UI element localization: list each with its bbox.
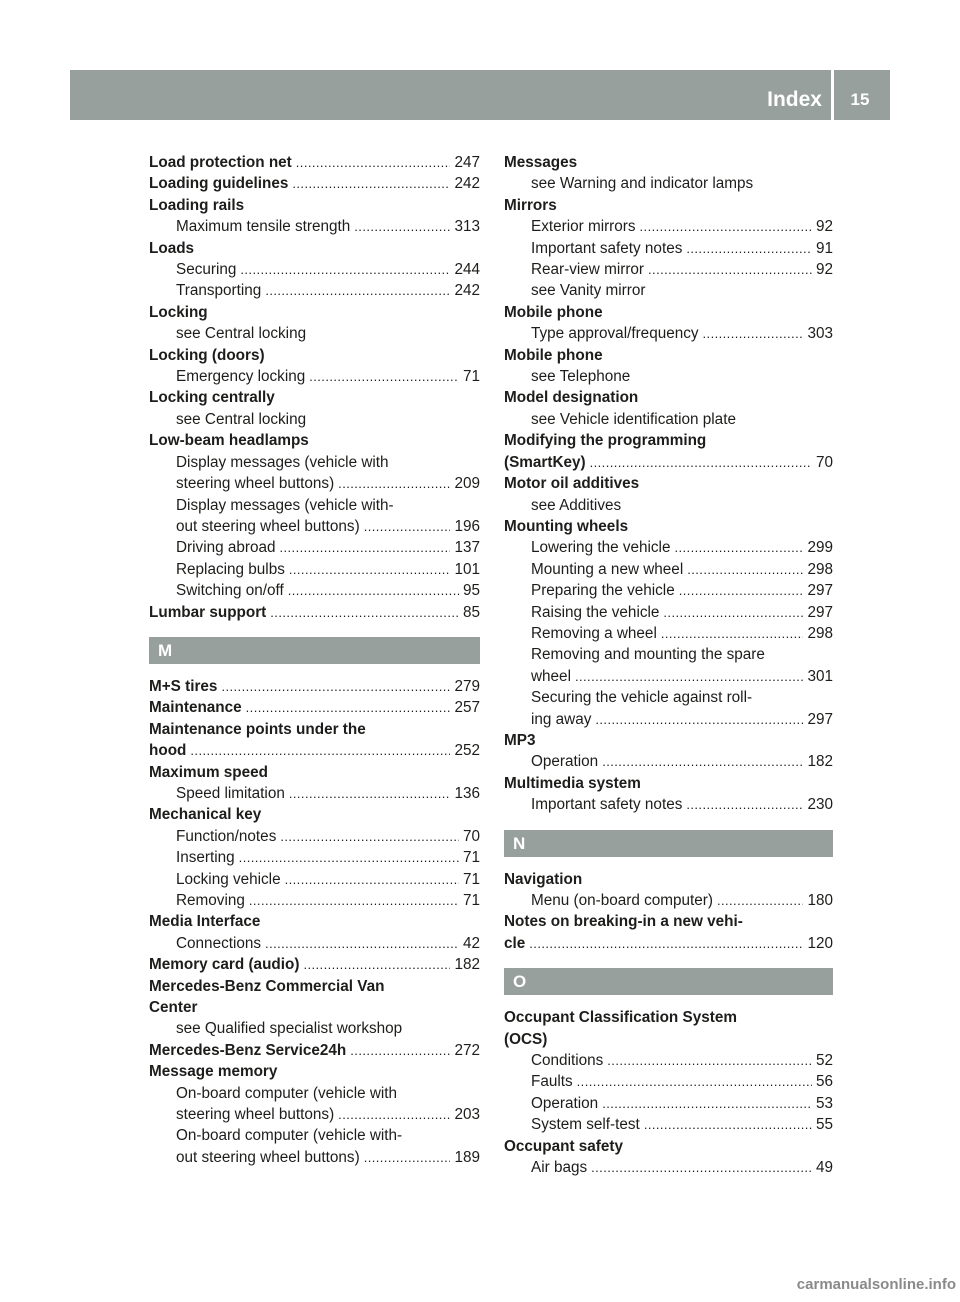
- index-heading: Message memory: [149, 1063, 278, 1081]
- index-subentry: [149, 216, 480, 237]
- dot-leader: [661, 623, 804, 644]
- page-reference: 299: [807, 539, 833, 557]
- dot-leader: [265, 933, 459, 954]
- page-reference: 49: [815, 1159, 833, 1177]
- dot-leader: [591, 1157, 812, 1178]
- index-heading: Low-beam headlamps: [149, 432, 309, 450]
- index-subentry: [504, 890, 833, 911]
- index-heading: Occupant safety: [504, 1137, 624, 1155]
- page-reference: 279: [454, 677, 480, 695]
- index-subentry: [149, 933, 480, 954]
- index-heading: MP3: [504, 731, 536, 749]
- index-heading: Mercedes-Benz Commercial Van: [149, 977, 385, 995]
- page-reference: 301: [807, 667, 833, 685]
- entry-text: Securing: [176, 261, 237, 279]
- dot-leader: [575, 666, 804, 687]
- dot-leader: [289, 783, 451, 804]
- entry-text: Locking vehicle: [176, 870, 281, 888]
- page-reference: 189: [454, 1148, 480, 1166]
- page-reference: 136: [454, 784, 480, 802]
- index-subentry: [504, 1093, 833, 1114]
- index-subentry: [504, 1157, 833, 1178]
- entry-text: Air bags: [531, 1159, 588, 1177]
- dot-leader: [364, 1147, 451, 1168]
- dot-leader: [354, 216, 450, 237]
- index-subentry: [149, 1147, 480, 1168]
- page-reference: 209: [454, 475, 480, 493]
- index-heading: Maximum speed: [149, 763, 269, 781]
- index-subentry: Display messages (vehicle with: [176, 453, 389, 471]
- page-reference: 137: [454, 539, 480, 557]
- index-heading: [149, 152, 480, 173]
- entry-text: cle: [504, 934, 526, 952]
- index-heading: Notes on breaking-in a new vehi-: [504, 913, 743, 931]
- page-reference: 92: [815, 261, 833, 279]
- entry-text: Removing: [176, 892, 245, 909]
- index-subentry: [149, 259, 480, 280]
- entry-text: Transporting: [176, 282, 262, 300]
- index-heading: [149, 602, 480, 623]
- index-subentry: see Additives: [531, 496, 622, 514]
- index-heading: Model designation: [504, 389, 639, 407]
- index-subentry: [504, 259, 833, 280]
- index-subentry: see Central locking: [176, 325, 307, 343]
- entry-text: out steering wheel buttons): [176, 1148, 360, 1166]
- index-subentry: [504, 559, 833, 580]
- index-subentry: see Warning and indicator lamps: [531, 175, 754, 193]
- page-reference: 42: [462, 934, 480, 952]
- entry-text: (SmartKey): [504, 453, 586, 471]
- page-reference: 297: [807, 603, 833, 621]
- entry-text: Raising the vehicle: [531, 603, 660, 621]
- dot-leader: [687, 559, 803, 580]
- page-reference: 56: [815, 1073, 833, 1091]
- page-reference: 247: [454, 154, 480, 171]
- entry-text: hood: [149, 742, 187, 760]
- page-number: 15: [850, 90, 870, 109]
- index-subentry: [504, 751, 833, 772]
- section-header: M: [149, 637, 480, 664]
- index-heading: Mobile phone: [504, 346, 603, 364]
- index-heading: Locking: [149, 303, 208, 321]
- page-reference: 101: [454, 560, 480, 578]
- page-reference: 272: [454, 1041, 480, 1059]
- entry-text: Operation: [531, 753, 599, 771]
- page-reference: 70: [815, 453, 833, 471]
- page-reference: 257: [454, 699, 480, 717]
- index-heading: Mounting wheels: [504, 517, 629, 535]
- entry-text: Function/notes: [176, 827, 277, 845]
- dot-leader: [249, 890, 459, 911]
- index-column-left: [149, 152, 480, 1168]
- dot-leader: [686, 794, 803, 815]
- index-heading: Mirrors: [504, 196, 557, 214]
- page-reference: 297: [807, 710, 833, 728]
- index-heading: (OCS): [504, 1030, 548, 1048]
- dot-leader: [246, 697, 451, 718]
- index-subentry: Securing the vehicle against roll-: [531, 689, 753, 707]
- entry-text: steering wheel buttons): [176, 475, 335, 493]
- entry-text: Important safety notes: [531, 796, 683, 814]
- entry-text: Conditions: [531, 1052, 604, 1070]
- index-subentry: [149, 559, 480, 580]
- index-heading: Media Interface: [149, 913, 261, 931]
- page-reference: 53: [815, 1094, 833, 1112]
- dot-leader: [679, 580, 804, 601]
- index-heading: Loading rails: [149, 196, 245, 214]
- dot-leader: [703, 323, 804, 344]
- index-subentry: [149, 783, 480, 804]
- dot-leader: [270, 602, 459, 623]
- index-subentry: [504, 666, 833, 687]
- page-reference: 120: [807, 934, 833, 952]
- index-heading: Navigation: [504, 870, 583, 888]
- page-reference: 95: [462, 582, 480, 600]
- page-reference: 242: [454, 175, 480, 193]
- dot-leader: [607, 1050, 812, 1071]
- entry-text: Mounting a new wheel: [531, 560, 684, 578]
- entry-text: Rear-view mirror: [531, 261, 645, 279]
- dot-leader: [240, 259, 450, 280]
- index-heading: Locking (doors): [149, 346, 265, 364]
- entry-text: System self-test: [531, 1116, 640, 1134]
- index-subentry: [504, 238, 833, 259]
- index-heading: Center: [149, 999, 198, 1017]
- dot-leader: [288, 580, 459, 601]
- page-reference: 180: [807, 892, 833, 909]
- entry-text: Load protection net: [149, 154, 292, 171]
- entry-text: Preparing the vehicle: [531, 582, 675, 600]
- entry-text: out steering wheel buttons): [176, 517, 360, 535]
- entry-text: Important safety notes: [531, 239, 683, 257]
- page-reference: 230: [807, 796, 833, 814]
- index-subentry: [504, 623, 833, 644]
- entry-text: Emergency locking: [176, 368, 306, 386]
- index-subentry: [504, 1071, 833, 1092]
- entry-text: Switching on/off: [176, 582, 284, 600]
- index-subentry: [504, 602, 833, 623]
- page-reference: 242: [454, 282, 480, 300]
- index-heading: Loads: [149, 239, 195, 257]
- dot-leader: [309, 366, 459, 387]
- entry-text: Removing a wheel: [531, 624, 657, 642]
- page-reference: 252: [454, 742, 480, 760]
- header-divider: [831, 70, 834, 120]
- dot-leader: [674, 537, 803, 558]
- dot-leader: [292, 173, 450, 194]
- dot-leader: [338, 1104, 450, 1125]
- entry-text: Connections: [176, 934, 262, 952]
- dot-leader: [577, 1071, 812, 1092]
- index-subentry: Removing and mounting the spare: [531, 646, 765, 664]
- entry-text: Replacing bulbs: [176, 560, 285, 578]
- entry-text: Menu (on-board computer): [531, 892, 713, 909]
- index-column-right: [504, 152, 833, 1178]
- index-subentry: [504, 537, 833, 558]
- index-heading: Multimedia system: [504, 774, 641, 792]
- dot-leader: [190, 740, 450, 761]
- index-heading: [149, 1040, 480, 1061]
- dot-leader: [364, 516, 451, 537]
- entry-text: Driving abroad: [176, 539, 276, 557]
- page-reference: 55: [815, 1116, 833, 1134]
- index-heading: Messages: [504, 154, 578, 171]
- index-subentry: see Qualified specialist workshop: [176, 1020, 403, 1038]
- entry-text: Maximum tensile strength: [176, 218, 351, 236]
- index-subentry: see Vanity mirror: [531, 282, 646, 300]
- page-reference: 91: [815, 239, 833, 257]
- index-subentry: On-board computer (vehicle with: [176, 1084, 398, 1102]
- index-heading: [149, 740, 480, 761]
- entry-text: M+S tires: [149, 677, 218, 695]
- page-reference: 298: [807, 624, 833, 642]
- entry-text: Mercedes-Benz Service24h: [149, 1041, 347, 1059]
- page-reference: 71: [462, 870, 480, 888]
- index-heading: Mechanical key: [149, 806, 262, 824]
- index-subentry: [149, 826, 480, 847]
- page-reference: 244: [454, 261, 480, 279]
- entry-text: Lumbar support: [149, 603, 267, 621]
- dot-leader: [640, 216, 812, 237]
- dot-leader: [602, 751, 803, 772]
- index-heading: Locking centrally: [149, 389, 275, 407]
- entry-text: Memory card (audio): [149, 956, 300, 974]
- dot-leader: [279, 537, 450, 558]
- dot-leader: [644, 1114, 812, 1135]
- index-heading: Modifying the programming: [504, 432, 707, 450]
- dot-leader: [280, 826, 459, 847]
- index-subentry: [149, 890, 480, 911]
- dot-leader: [717, 890, 804, 911]
- page-reference: 71: [462, 849, 480, 867]
- index-subentry: see Telephone: [531, 368, 631, 386]
- entry-text: Operation: [531, 1094, 599, 1112]
- dot-leader: [350, 1040, 450, 1061]
- page-reference: 313: [454, 218, 480, 236]
- dot-leader: [239, 847, 459, 868]
- index-heading: [504, 452, 833, 473]
- entry-text: Faults: [531, 1073, 573, 1091]
- section-header: N: [504, 830, 833, 857]
- entry-text: Loading guidelines: [149, 175, 289, 193]
- index-subentry: see Vehicle identification plate: [531, 410, 736, 428]
- dot-leader: [303, 954, 450, 975]
- entry-text: Lowering the vehicle: [531, 539, 671, 557]
- entry-text: wheel: [531, 667, 571, 685]
- index-subentry: [149, 516, 480, 537]
- dot-leader: [285, 869, 459, 890]
- index-subentry: [149, 869, 480, 890]
- dot-leader: [663, 602, 803, 623]
- entry-text: ing away: [531, 710, 592, 728]
- dot-leader: [648, 259, 812, 280]
- index-heading: [149, 697, 480, 718]
- index-subentry: [149, 280, 480, 301]
- section-header: O: [504, 968, 833, 995]
- index-heading: Maintenance points under the: [149, 720, 366, 738]
- page-reference: 71: [462, 892, 480, 909]
- page-reference: 297: [807, 582, 833, 600]
- entry-text: Inserting: [176, 849, 235, 867]
- page-reference: 182: [454, 956, 480, 974]
- index-subentry: [504, 323, 833, 344]
- page-reference: 203: [454, 1106, 480, 1124]
- page-reference: 303: [807, 325, 833, 343]
- entry-text: steering wheel buttons): [176, 1106, 335, 1124]
- index-subentry: [504, 1050, 833, 1071]
- index-heading: [149, 954, 480, 975]
- dot-leader: [686, 238, 812, 259]
- index-subentry: On-board computer (vehicle with-: [176, 1127, 403, 1145]
- entry-text: Maintenance: [149, 699, 242, 717]
- entry-text: Exterior mirrors: [531, 218, 636, 236]
- dot-leader: [602, 1093, 812, 1114]
- index-heading: [504, 933, 833, 954]
- index-subentry: [149, 580, 480, 601]
- index-subentry: [504, 709, 833, 730]
- dot-leader: [221, 676, 450, 697]
- dot-leader: [338, 473, 450, 494]
- watermark: carmanualsonline.info: [796, 1276, 956, 1293]
- page-reference: 182: [807, 753, 833, 771]
- index-subentry: [149, 366, 480, 387]
- page-reference: 70: [462, 827, 480, 845]
- index-subentry: [504, 216, 833, 237]
- index-subentry: Display messages (vehicle with-: [176, 496, 394, 514]
- page-reference: 52: [815, 1052, 833, 1070]
- page-reference: 298: [807, 560, 833, 578]
- dot-leader: [590, 452, 812, 473]
- index-subentry: [504, 1114, 833, 1135]
- index-heading: Mobile phone: [504, 303, 603, 321]
- index-heading: Occupant Classification System: [504, 1009, 737, 1027]
- header-title: Index: [767, 88, 822, 111]
- index-subentry: [504, 794, 833, 815]
- index-subentry: [149, 537, 480, 558]
- index-subentry: [149, 1104, 480, 1125]
- dot-leader: [289, 559, 451, 580]
- dot-leader: [296, 152, 451, 173]
- index-heading: Motor oil additives: [504, 475, 640, 493]
- dot-leader: [595, 709, 803, 730]
- entry-text: Type approval/frequency: [531, 325, 699, 343]
- index-subentry: see Central locking: [176, 410, 307, 428]
- index-subentry: [504, 580, 833, 601]
- page-reference: 92: [815, 218, 833, 236]
- entry-text: Speed limitation: [176, 784, 285, 802]
- page-reference: 71: [462, 368, 480, 386]
- index-heading: [149, 676, 480, 697]
- index-subentry: [149, 847, 480, 868]
- page-reference: 196: [454, 517, 480, 535]
- index-heading: [149, 173, 480, 194]
- dot-leader: [265, 280, 450, 301]
- page-reference: 85: [462, 603, 480, 621]
- index-subentry: [149, 473, 480, 494]
- dot-leader: [529, 933, 803, 954]
